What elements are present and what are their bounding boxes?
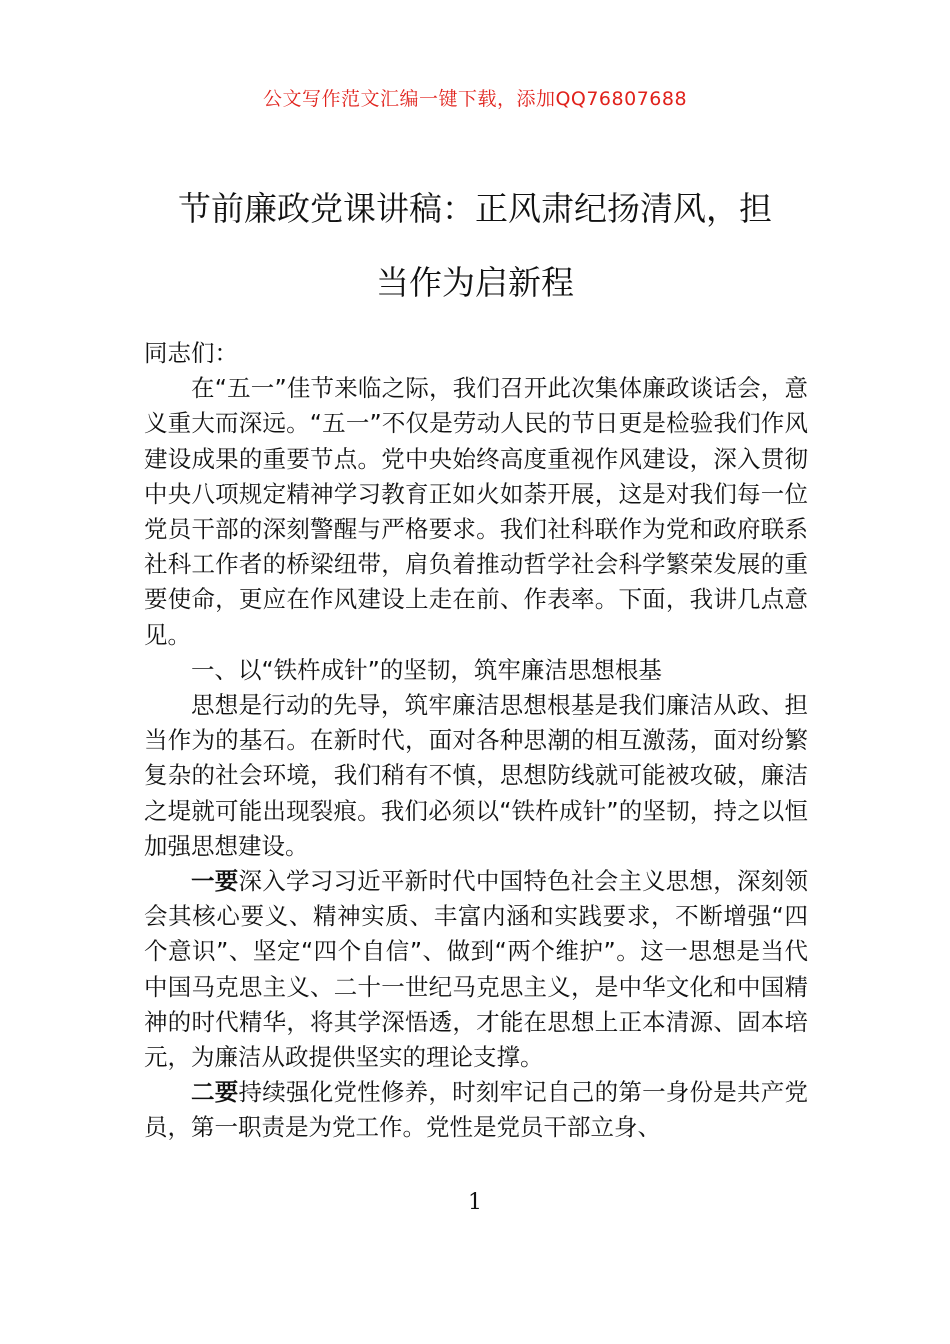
document-body <box>144 336 808 1146</box>
download-banner: 公文写作范文汇编一键下载，添加QQ76807688 <box>262 88 688 110</box>
point-lead-2: 二要 <box>191 1078 239 1107</box>
paragraph-section-1: 思想是行动的先导，筑牢廉洁思想根基是我们廉洁从政、担当作为的基石。在新时代，面对各种思潮的相互激荡，面对纷繁复杂的社会环境，我们稍有不慎，思想防线就可能被攻破，廉洁之堤就可能出现裂痕。我们必须以“铁杵成针”的坚韧，持之以恒加强思想建设。 <box>144 691 808 860</box>
point-text-2: 持续强化党性修养，时刻牢记自己的第一身份是共产党员，第一职责是为党工作。党性是党员干部立身、 <box>144 1078 809 1142</box>
title-line-2: 当作为启新程 <box>376 263 574 302</box>
section-heading-1: 一、以“铁杵成针”的坚韧，筑牢廉洁思想根基 <box>191 655 662 684</box>
greeting: 同志们： <box>144 339 238 367</box>
paragraph-intro: 在“五一”佳节来临之际，我们召开此次集体廉政谈话会，意义重大而深远。“五一”不仅是劳动人民的节日更是检验我们作风建设成果的重要节点。党中央始终高度重视作风建设，深入贯彻中央八项规定精神学习教育正如火如荼开展，这是对我们每一位党员干部的深刻警醒与严格要求。我们社科联作为党和政府联系社科工作者的桥梁纽带，肩负着推动哲学社会科学繁荣发展的重要使命，更应在作风建设上走在前、作表率。下面，我讲几点意见。 <box>144 374 808 649</box>
page-number: 1 <box>468 1190 482 1215</box>
paragraph-point-2 <box>144 1075 808 1145</box>
page-title <box>140 172 810 320</box>
point-text-1: 深入学习习近平新时代中国特色社会主义思想，深刻领会其核心要义、精神实质、丰富内涵和实践要求，不断增强“四个意识”、坚定“四个自信”、做到“两个维护”。这一思想是当代中国马克思主义、二十一世纪马克思主义，是中华文化和中国精神的时代精华，将其学深悟透，才能在思想上正本清源、固本培元，为廉洁从政提供坚实的理论支撑。 <box>144 867 809 1072</box>
title-line-1: 节前廉政党课讲稿：正风肃纪扬清风，担 <box>178 189 772 228</box>
point-lead-1: 一要 <box>191 867 239 896</box>
paragraph-point-1 <box>144 864 808 1075</box>
